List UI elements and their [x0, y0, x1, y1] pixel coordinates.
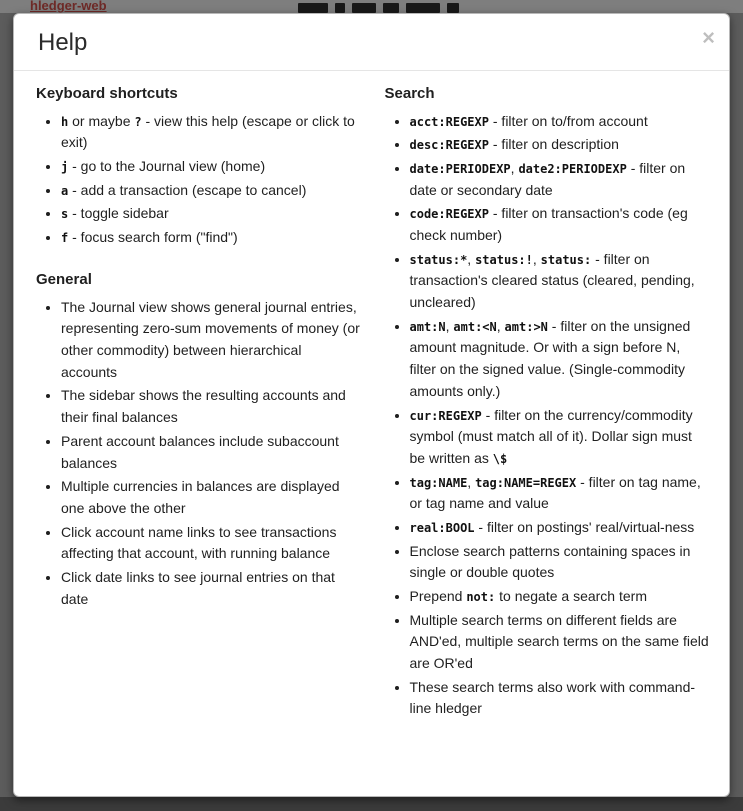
section-heading: Keyboard shortcuts — [36, 84, 178, 102]
inline-code: cur:REGEXP — [409, 408, 482, 423]
inline-code: not: — [466, 590, 496, 605]
obscured-heading-glyph — [447, 3, 459, 13]
inline-code: amt:N — [409, 319, 446, 334]
obscured-heading-glyph — [352, 3, 376, 13]
inline-code: desc:REGEXP — [409, 138, 489, 153]
list-item: • code:REGEXP - filter on transaction's code (eg check number) — [410, 203, 710, 246]
inline-code: status:! — [475, 252, 533, 267]
inline-code: code:REGEXP — [409, 207, 489, 222]
list-item: • cur:REGEXP - filter on the currency/commodity symbol (must match all of it). Dollar sign must be written as \$ — [410, 405, 710, 470]
list-item: • Click date links to see journal entries on that date — [61, 567, 361, 610]
obscured-page-heading — [298, 3, 459, 13]
list-item: • tag:NAME, tag:NAME=REGEX - filter on tag name, or tag name and value — [410, 472, 710, 515]
inline-code: amt:<N — [453, 319, 497, 334]
help-list — [36, 111, 361, 249]
list-item: • acct:REGEXP - filter on to/from account — [410, 111, 710, 133]
inline-code: date:PERIODEXP — [409, 161, 511, 176]
modal-title: Help — [38, 29, 88, 56]
inline-code: h — [61, 114, 69, 129]
list-item: • h or maybe ? - view this help (escape or click to exit) — [61, 111, 361, 154]
list-item: • amt:N, amt:<N, amt:>N - filter on the unsigned amount magnitude. Or with a sign before N, filter on the signed value. (Single-commodity amounts only.) — [410, 316, 710, 403]
list-item: • Enclose search patterns containing spaces in single or double quotes — [410, 541, 710, 584]
obscured-heading-glyph — [298, 3, 328, 13]
inline-code: ? — [134, 114, 142, 129]
inline-code: status: — [540, 252, 592, 267]
hledger-web-brand-link: hledger-web — [30, 0, 107, 13]
list-item: • s - toggle sidebar — [61, 203, 361, 225]
help-modal — [13, 13, 730, 797]
inline-code: f — [61, 231, 69, 246]
list-item: • j - go to the Journal view (home) — [61, 156, 361, 178]
list-item: • a - add a transaction (escape to cancel) — [61, 180, 361, 202]
list-item: • Multiple currencies in balances are displayed one above the other — [61, 476, 361, 519]
modal-body — [14, 71, 729, 723]
inline-code: real:BOOL — [409, 520, 475, 535]
list-item: • The sidebar shows the resulting accounts and their final balances — [61, 385, 361, 428]
list-item: • Parent account balances include subaccount balances — [61, 431, 361, 474]
list-item: • Prepend not: to negate a search term — [410, 586, 710, 608]
help-section — [36, 85, 361, 249]
inline-code: tag:NAME — [409, 475, 468, 490]
help-list — [36, 297, 361, 611]
list-item: • These search terms also work with command-line hledger — [410, 677, 710, 720]
list-item: • status:*, status:!, status: - filter on transaction's cleared status (cleared, pending, uncleared) — [410, 249, 710, 314]
page-background-top — [0, 0, 743, 13]
help-column-right — [385, 85, 710, 723]
obscured-heading-glyph — [335, 3, 345, 13]
inline-code: tag:NAME=REGEX — [475, 475, 577, 490]
obscured-heading-glyph — [406, 3, 440, 13]
list-item: • The Journal view shows general journal entries, representing zero-sum movements of money (or other commodity) between hierarchical accounts — [61, 297, 361, 384]
inline-code: acct:REGEXP — [409, 114, 489, 129]
inline-code: j — [61, 159, 69, 174]
inline-code: status:* — [409, 252, 468, 267]
inline-code: s — [61, 207, 69, 222]
section-heading: Search — [384, 84, 435, 102]
list-item: • f - focus search form ("find") — [61, 227, 361, 249]
list-item: • real:BOOL - filter on postings' real/virtual-ness — [410, 517, 710, 539]
list-item: • Multiple search terms on different fields are AND'ed, multiple search terms on the same field are OR'ed — [410, 610, 710, 675]
inline-code: amt:>N — [504, 319, 548, 334]
page-background-bottom — [0, 797, 743, 811]
help-section — [385, 85, 710, 721]
inline-code: \$ — [492, 451, 508, 466]
obscured-heading-glyph — [383, 3, 399, 13]
section-heading: General — [36, 270, 92, 288]
list-item: • date:PERIODEXP, date2:PERIODEXP - filter on date or secondary date — [410, 158, 710, 201]
help-section — [36, 271, 361, 611]
inline-code: a — [61, 183, 69, 198]
list-item: • Click account name links to see transactions affecting that account, with running balance — [61, 522, 361, 565]
close-icon[interactable]: × — [702, 25, 715, 50]
help-list — [385, 111, 710, 721]
list-item: • desc:REGEXP - filter on description — [410, 134, 710, 156]
inline-code: date2:PERIODEXP — [518, 161, 627, 176]
help-column-left — [36, 85, 361, 723]
modal-header — [14, 14, 729, 71]
